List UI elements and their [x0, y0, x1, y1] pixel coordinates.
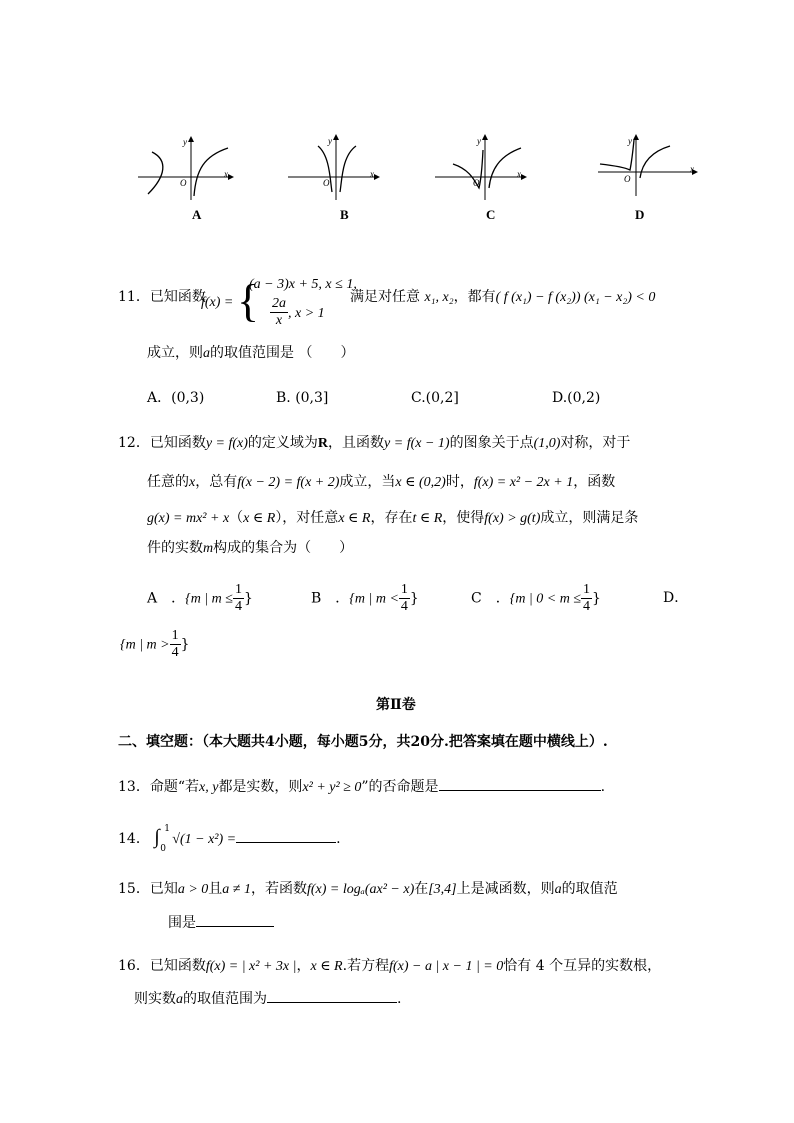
q12-l1c: 的定义域为	[247, 435, 318, 451]
q12-option-a	[147, 582, 253, 615]
q16-a: 已知函数	[149, 958, 206, 974]
q12-l2e: 成立，当	[339, 474, 396, 490]
q12-l3c: x ∈ R	[243, 511, 276, 526]
graph-d-x-label: x	[690, 164, 694, 174]
graph-b-curve-right	[340, 146, 356, 192]
q12-option-d-label: D．	[663, 590, 689, 606]
q15-line2	[168, 912, 274, 932]
q14	[118, 824, 341, 854]
q12-line4	[147, 539, 353, 558]
graph-c-y-arrow	[482, 134, 488, 140]
q11-line2b: 的取值范围是 （ ）	[210, 345, 355, 361]
q16-l2b: a	[176, 992, 183, 1007]
q16-line2	[134, 988, 401, 1009]
q14-integral-sign: ∫	[154, 826, 160, 848]
close-brace: }	[180, 636, 190, 653]
q11-line1-rest	[350, 288, 655, 307]
q15-f: f(x) = logₐ(ax² − x)	[306, 882, 415, 897]
q15-line1	[118, 880, 618, 899]
q12-l1b: y = f(x)	[205, 436, 248, 451]
graph-a-x-label: x	[224, 169, 228, 179]
q11-option-a: A．(0,3)	[147, 390, 205, 406]
graph-d-origin: O	[624, 174, 631, 184]
graph-c-x-label: x	[517, 169, 521, 179]
q12-l2g: 时，	[445, 474, 474, 490]
graph-a-curve-right	[194, 148, 228, 196]
q14-answer-blank[interactable]	[236, 828, 336, 843]
graph-c-origin: O	[473, 178, 480, 188]
q12-l3b: （	[229, 510, 244, 526]
q12-l2f: x ∈ (0,2)	[395, 475, 446, 490]
q13-d: x² + y² ≥ 0	[302, 780, 362, 795]
q12-l1f: y = f(x − 1)	[384, 436, 450, 451]
q12-l2d: f(x − 2) = f(x + 2)	[237, 475, 340, 490]
q11-pre: 已知函数	[149, 289, 206, 305]
graph-a-x-arrow	[228, 174, 234, 180]
q16-e: .若方程	[342, 958, 390, 974]
q11-vars: x₁, x₂	[424, 290, 454, 305]
q14-upper: 1	[164, 824, 171, 834]
q11-option-d: D.(0,2)	[552, 390, 601, 406]
graph-b-origin: O	[323, 178, 330, 188]
graph-b-y-label: y	[328, 136, 332, 146]
q16-l2c: 的取值范围为	[183, 991, 267, 1007]
graph-b-label: B	[340, 207, 349, 222]
q15-answer-blank[interactable]	[196, 912, 274, 927]
graph-d	[592, 130, 702, 205]
q12-l2h: f(x) = x² − 2x + 1	[473, 475, 574, 490]
graph-b-x-arrow	[374, 174, 380, 180]
q16-b: f(x) = | x² + 3x |	[205, 959, 297, 974]
q11-option-c: C.(0,2]	[411, 390, 459, 406]
q12-option-a-set: {m | m ≤	[185, 591, 233, 607]
q15-g: 在	[414, 881, 429, 897]
graph-d-y-label: y	[628, 136, 632, 146]
q12-l3g: t ∈ R	[412, 511, 443, 526]
frac-num: 1	[400, 582, 408, 597]
q12-option-a-frac	[233, 582, 244, 615]
graph-a-origin: O	[180, 178, 187, 188]
q12-l1a: 已知函数	[149, 435, 206, 451]
q16-g: 恰有 4 个互异的实数根，	[503, 958, 662, 974]
q12-l2a: 任意的	[147, 474, 189, 490]
q12-option-b-set: {m | m <	[349, 591, 399, 607]
q15-c: 且	[208, 881, 223, 897]
q16-end: .	[397, 991, 402, 1007]
q12-l1i: 对称，对于	[560, 435, 631, 451]
q13-b: x, y	[199, 780, 219, 795]
graph-c-x-arrow	[521, 174, 527, 180]
q12-l1g: 的图象关于点	[449, 435, 534, 451]
q11-mid2: ，都有	[453, 289, 496, 305]
q12-l3i: f(x) > g(t)	[484, 511, 541, 526]
close-brace: }	[409, 590, 419, 607]
q11-case1: (a − 3)x + 5, x ≤ 1,	[249, 277, 357, 292]
q11-case2-cond: , x > 1	[288, 306, 325, 321]
q11-mid: 满足对任意	[350, 289, 420, 305]
q12-option-d	[120, 628, 190, 661]
q11-line2-text: 成立，则	[147, 345, 203, 361]
q15-number: 15．	[118, 881, 150, 897]
graph-c-label: C	[486, 207, 496, 222]
graph-d-label: D	[635, 207, 645, 222]
frac-den: 4	[400, 599, 408, 614]
close-brace: }	[592, 590, 601, 607]
q15-k: 的取值范	[561, 881, 618, 897]
q12-l1d: R	[317, 436, 329, 451]
q15-d: a ≠ 1	[222, 882, 251, 897]
q11-option-b: B. (0,3]	[276, 390, 329, 406]
graphs-row	[130, 130, 694, 230]
q16-answer-blank[interactable]	[267, 988, 397, 1003]
q12-line2	[147, 473, 615, 492]
graph-a-y-arrow	[188, 136, 194, 142]
q13	[118, 776, 605, 797]
graph-c-y-label: y	[477, 136, 481, 146]
q14-number: 14．	[118, 831, 150, 847]
q16-line1	[118, 957, 661, 976]
frac-den: 4	[234, 599, 242, 614]
q11-brace: {	[237, 275, 260, 326]
q11-line2	[147, 344, 354, 363]
q12-line1	[118, 434, 630, 453]
q12-l2c: ，总有	[195, 474, 238, 490]
graph-d-y-arrow	[633, 134, 639, 140]
graph-a-curve-left	[148, 152, 163, 194]
q12-option-c-label: C ．	[471, 590, 510, 607]
q11-line1	[118, 288, 206, 306]
q11-number: 11．	[118, 289, 150, 305]
q13-a: 命题“若	[149, 779, 199, 795]
q16-f: f(x) − a | x − 1 | = 0	[389, 959, 504, 974]
q12-l3e: x ∈ R	[338, 511, 371, 526]
q12-option-b	[311, 582, 419, 615]
graph-b	[278, 130, 388, 205]
q12-l1e: ，且函数	[328, 435, 385, 451]
frac-num: 1	[583, 582, 591, 597]
q11-ineq: ( f (x₁) − f (x₂)) (x₁ − x₂) < 0	[495, 290, 656, 305]
q12-l3a: g(x) = mx² + x	[147, 511, 230, 526]
q13-number: 13．	[118, 779, 150, 795]
q15-l2: 围是	[168, 915, 196, 931]
frac-num: 1	[171, 628, 179, 643]
q13-e: ”的否命题是	[361, 779, 439, 795]
graph-c	[425, 130, 535, 205]
q12-option-c	[471, 582, 601, 615]
q12-number: 12．	[118, 435, 150, 451]
frac-den: 4	[171, 645, 179, 660]
q14-integral	[154, 824, 172, 854]
q15-b: a > 0	[177, 882, 209, 897]
graph-a-label: A	[192, 207, 202, 222]
q15-e: ，若函数	[250, 881, 307, 897]
q12-l4a: 件的实数	[147, 540, 203, 556]
q12-option-a-label: A ．	[147, 590, 186, 607]
q12-l4c: 构成的集合为（ ）	[213, 540, 354, 556]
q12-option-b-label: B ．	[311, 590, 350, 607]
close-brace: }	[243, 590, 253, 607]
q12-l2b: x	[189, 475, 196, 490]
q16-d: x ∈ R	[310, 959, 343, 974]
q14-end: .	[336, 831, 341, 847]
q15-a: 已知	[149, 881, 178, 897]
section-title: 第Ⅱ卷	[376, 697, 416, 713]
q16-number: 16．	[118, 958, 150, 974]
q12-line3	[147, 509, 638, 528]
q16-l2a: 则实数	[134, 991, 176, 1007]
graph-d-curve-right	[640, 146, 670, 178]
graph-c-curve-right	[489, 148, 521, 188]
q12-l3j: 成立，则满足条	[540, 510, 639, 526]
q15-h: [3,4]	[428, 882, 457, 897]
q12-option-c-frac	[581, 582, 592, 615]
q12-option-d-set: {m | m >	[120, 637, 170, 653]
q13-answer-blank[interactable]	[439, 776, 601, 791]
frac-num: 1	[234, 582, 242, 597]
q15-i: 上是减函数，则	[456, 881, 555, 897]
frac-den: 4	[583, 599, 591, 614]
graph-a	[130, 130, 240, 205]
q11-case2-den: x	[275, 313, 283, 328]
q16-c: ，	[296, 958, 311, 974]
q12-l3h: ，使得	[442, 510, 485, 526]
q13-c: 都是实数，则	[218, 779, 303, 795]
q15-j: a	[554, 882, 562, 897]
q12-l4b: m	[203, 541, 214, 556]
q12-l3d: ），对任意	[275, 510, 339, 526]
q11-case2	[270, 296, 325, 329]
q11-case2-num: 2a	[272, 296, 286, 311]
q12-option-c-set: {m | 0 < m ≤	[509, 591, 582, 607]
q12-l3f: ，存在	[370, 510, 413, 526]
graph-b-x-label: x	[370, 169, 374, 179]
q14-expr: √(1 − x²) =	[172, 832, 237, 847]
graph-b-y-arrow	[333, 134, 339, 140]
q11-var-a: a	[203, 346, 210, 361]
q11-fx: f(x) =	[201, 295, 234, 310]
graph-a-y-label: y	[183, 137, 187, 147]
q12-l1h: (1,0)	[533, 436, 561, 451]
q12-option-b-frac	[399, 582, 410, 615]
q14-lower: 0	[160, 844, 167, 854]
q13-end: .	[600, 779, 606, 795]
q12-option-d-frac	[170, 628, 181, 661]
section-heading: 二、填空题：（本大题共4小题，每小题5分，共20分.把答案填在题中横线上）.	[118, 734, 608, 750]
q12-l2i: ，函数	[573, 474, 616, 490]
q11-case2-frac	[270, 296, 288, 329]
